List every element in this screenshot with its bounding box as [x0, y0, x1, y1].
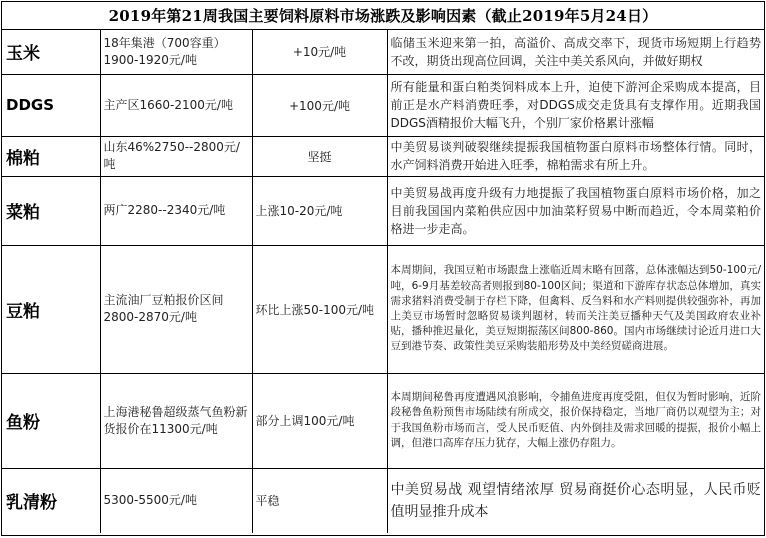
factor-cell: 本周期间，我国豆粕市场跟盘上涨临近周末略有回落，总体涨幅达到50-100元/吨，6-9月基差较高者则报到80-100区间；渠道和下游库存状态总体增加，真实需求猪料消费受制于存栏下降，但禽料、反刍料和水产料则提供较强弥补，再加上美豆市场暂时忽略贸易谈判题材，转而关注美豆播种天气及美国政府农业补贴，播种推迟量化，美豆短期振荡区间800-860。国内市场继续讨论近月进口大豆到港节奏、政策性美豆采购装船形势及中美经贸磋商进展。: [387, 245, 764, 373]
change-cell: +100元/吨: [252, 74, 387, 136]
table-row-ddgs: [2, 74, 764, 136]
commodity-name: 棉粕: [2, 136, 100, 176]
change-cell: 部分上调100元/吨: [252, 373, 387, 468]
factor-cell: 中美贸易战 观望情绪浓厚 贸易商挺价心态明显，人民币贬值明显推升成本: [387, 468, 764, 533]
price-cell: 上海港秘鲁超级蒸气鱼粉新货报价在11300元/吨: [100, 373, 252, 468]
price-cell: 主产区1660-2100元/吨: [100, 74, 252, 136]
price-cell: 主流油厂豆粕报价区间2800-2870元/吨: [100, 245, 252, 373]
price-cell: 18年集港（700容重）1900-1920元/吨: [100, 30, 252, 74]
commodity-name: DDGS: [2, 74, 100, 136]
commodity-name: 菜粕: [2, 176, 100, 245]
table-row-corn: [2, 30, 764, 74]
commodity-name: 鱼粉: [2, 373, 100, 468]
factor-cell: 所有能量和蛋白粕类饲料成本上升，迫使下游河企采购成本提高，目前正是水产料消费旺季，对DDGS成交走货具有支撑作用。近期我国DDGS酒精报价大幅飞升，个别厂家价格累计涨幅: [387, 74, 764, 136]
table-row-fishmeal: [2, 373, 764, 468]
price-report-sheet: [1, 1, 765, 536]
price-table: [2, 30, 764, 533]
price-cell: 山东46%2750--2800元/吨: [100, 136, 252, 176]
price-cell: 两广2280--2340元/吨: [100, 176, 252, 245]
table-row-whey-powder: [2, 468, 764, 533]
change-cell: 平稳: [252, 468, 387, 533]
change-cell: 坚挺: [252, 136, 387, 176]
factor-cell: 中美贸易战再度升级有力地提振了我国植物蛋白原料市场价格，加之目前我国国内菜粕供应因中加油菜籽贸易中断而趋近，令本周菜粕价格进一步走高。: [387, 176, 764, 245]
report-title: 2019年第21周我国主要饲料原料市场涨跌及影响因素（截止2019年5月24日）: [2, 2, 764, 30]
factor-cell: 本周期间秘鲁再度遭遇风浪影响，令捕鱼进度再度受阻，但仅为暂时影响，近阶段秘鲁鱼粉预售市场陆续有所成交，报价保持稳定，当地厂商仍以观望为主；对于我国鱼粉市场而言，受人民币贬值、内外倒挂及需求回暖的提振，报价小幅上调，但港口高库存压力犹存，大幅上涨仍存阻力。: [387, 373, 764, 468]
commodity-name: 豆粕: [2, 245, 100, 373]
factor-cell: 临储玉米迎来第一拍，高溢价、高成交率下，现货市场短期上行趋势不改，期货出现高位回调，关注中美关系风向，并做好期权: [387, 30, 764, 74]
change-cell: +10元/吨: [252, 30, 387, 74]
factor-cell: 中美贸易谈判破裂继续提振我国植物蛋白原料市场整体行情。同时，水产饲料消费开始进入旺季，棉粕需求有所上升。: [387, 136, 764, 176]
commodity-name: 乳清粉: [2, 468, 100, 533]
table-row-soybean-meal: [2, 245, 764, 373]
price-cell: 5300-5500元/吨: [100, 468, 252, 533]
change-cell: 上涨10-20元/吨: [252, 176, 387, 245]
table-row-cottonseed-meal: [2, 136, 764, 176]
table-row-rapeseed-meal: [2, 176, 764, 245]
commodity-name: 玉米: [2, 30, 100, 74]
change-cell: 环比上涨50-100元/吨: [252, 245, 387, 373]
